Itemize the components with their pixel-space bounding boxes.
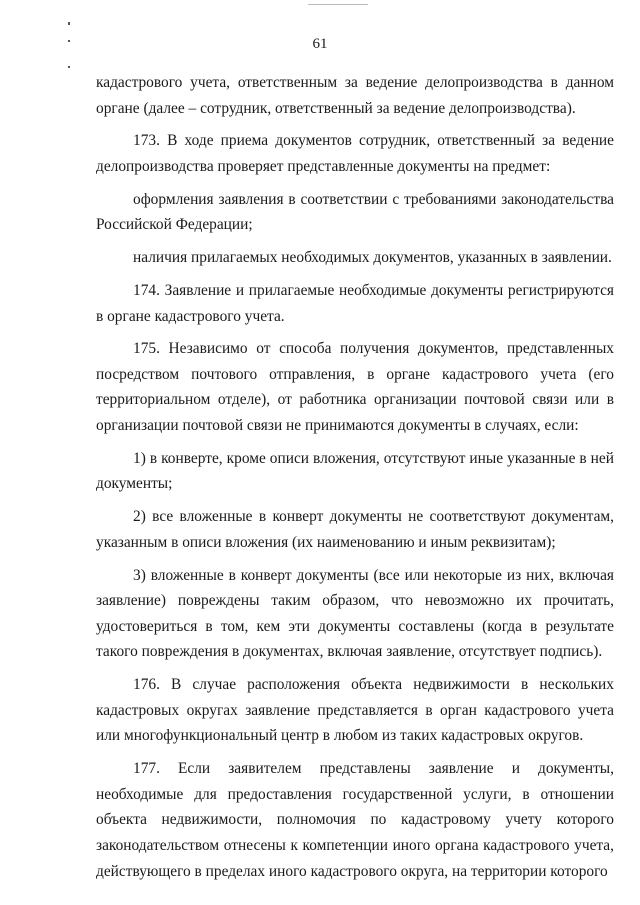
scan-margin-mark [68, 22, 70, 25]
paragraph-175: 175. Независимо от способа получения документов, представленных посредством почтового отправления, в органе кадастрового учета (его территориальном отделе), от работника организации почтовой связи или в организации почтовой связи не принимаются документы в случаях, если: [96, 340, 614, 435]
paragraph-173-item-documents: наличия прилагаемых необходимых документов, указанных в заявлении. [133, 249, 612, 267]
paragraph-175-item-3: 3) вложенные в конверт документы (все или некоторые из них, включая заявление) повреждены таким образом, что невозможно их прочитать, удостовериться в том, кем эти документы составлены (когда в результате такого повреждения в документах, включая заявление, отсутствует подпись). [96, 566, 614, 661]
paragraph-175-item-1: 1) в конверте, кроме описи вложения, отсутствуют иные указанные в ней документы; [96, 449, 614, 493]
paragraph-173: 173. В ходе приема документов сотрудник, ответственный за ведение делопроизводства проверяет представленные документы на предмет: [96, 132, 614, 175]
paragraph-175-item-2: 2) все вложенные в конверт документы не соответствуют документам, указанным в описи вложения (их наименованию и иным реквизитам); [96, 508, 614, 551]
paragraph-173-item-form: оформления заявления в соответствии с требованиями законодательства Российской Федерации; [96, 190, 614, 234]
scan-edge-line [308, 4, 368, 5]
page-number: 61 [312, 36, 328, 52]
paragraph-176: 176. В случае расположения объекта недвижимости в нескольких кадастровых округах заявление представляется в орган кадастрового учета или многофункциональный центр в любом из таких кадастровых округов. [96, 676, 614, 745]
paragraph-174: 174. Заявление и прилагаемые необходимые документы регистрируются в органе кадастрового учета. [96, 281, 614, 325]
paragraph-177: 177. Если заявителем представлены заявление и документы, необходимые для предоставления государственной услуги, в отношении объекта недвижимости, полномочия по кадастровому учету которого законодательством отнесены к компетенции иного органа кадастрового учета, действующего в пределах иного кадастрового округа, на территории которого [96, 760, 614, 880]
document-body [96, 70, 614, 891]
paragraph-continuation: кадастрового учета, ответственным за ведение делопроизводства в данном органе (далее – сотрудник, ответственный за ведение делопроизводства). [96, 74, 614, 117]
scan-margin-mark [68, 66, 70, 68]
